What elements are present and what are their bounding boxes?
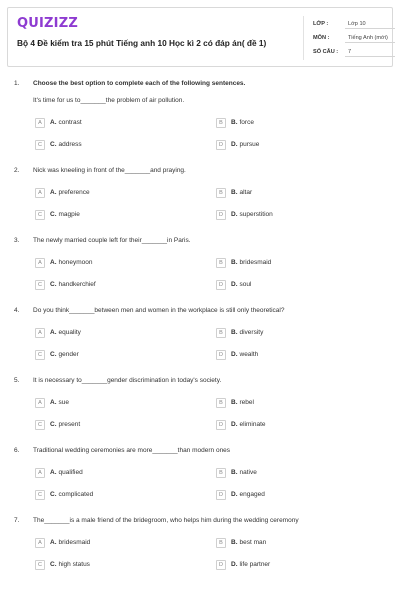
question-number: 1. <box>14 80 20 87</box>
option-key-box[interactable]: D <box>216 350 226 360</box>
option-c[interactable] <box>35 559 90 570</box>
question-number: 7. <box>14 517 20 524</box>
option-b[interactable] <box>216 257 271 268</box>
option-c[interactable] <box>35 139 82 150</box>
option-label: C. <box>50 491 57 498</box>
option-key-box[interactable]: C <box>35 350 45 360</box>
option-c[interactable] <box>35 489 93 500</box>
question-7 <box>0 517 400 587</box>
option-text: bridesmaid <box>239 259 272 266</box>
option-text: address <box>58 141 82 148</box>
option-a[interactable] <box>35 257 92 268</box>
option-label: C. <box>50 281 57 288</box>
meta-class <box>313 18 395 30</box>
meta-count-label: SỐ CÂU : <box>313 49 339 55</box>
option-b[interactable] <box>216 397 254 408</box>
option-text: magpie <box>58 211 80 218</box>
meta-class-label: LỚP : <box>313 21 329 27</box>
option-text: wealth <box>239 351 259 358</box>
option-key-box[interactable]: B <box>216 188 226 198</box>
option-text: bridesmaid <box>58 539 91 546</box>
option-d[interactable] <box>216 349 258 360</box>
option-c[interactable] <box>35 419 80 430</box>
option-label: C. <box>50 211 57 218</box>
question-text: It's time for us to_______the problem of air pollution. <box>33 97 185 104</box>
option-label: B. <box>231 329 238 336</box>
option-key-box[interactable]: D <box>216 210 226 220</box>
option-key-box[interactable]: A <box>35 188 45 198</box>
option-d[interactable] <box>216 419 266 430</box>
option-text: native <box>239 469 257 476</box>
option-a[interactable] <box>35 117 82 128</box>
option-b[interactable] <box>216 187 252 198</box>
option-key-box[interactable]: A <box>35 258 45 268</box>
question-text: Do you think_______between men and women in the workplace is still only theoretical? <box>33 307 285 314</box>
option-label: B. <box>231 259 238 266</box>
option-label: C. <box>50 141 57 148</box>
option-label: B. <box>231 399 238 406</box>
meta-count-value: 7 <box>345 47 395 57</box>
option-key-box[interactable]: D <box>216 140 226 150</box>
option-label: B. <box>231 539 238 546</box>
option-text: high status <box>58 561 90 568</box>
question-6 <box>0 447 400 517</box>
question-1 <box>0 80 400 150</box>
option-label: D. <box>231 421 238 428</box>
question-number: 6. <box>14 447 20 454</box>
option-d[interactable] <box>216 279 251 290</box>
option-label: D. <box>231 561 238 568</box>
option-key-box[interactable]: A <box>35 328 45 338</box>
question-4 <box>0 307 400 377</box>
option-text: gender <box>58 351 79 358</box>
option-d[interactable] <box>216 489 265 500</box>
option-label: D. <box>231 351 238 358</box>
option-label: A. <box>50 329 57 336</box>
option-key-box[interactable]: A <box>35 468 45 478</box>
question-number: 3. <box>14 237 20 244</box>
option-text: force <box>239 119 254 126</box>
option-a[interactable] <box>35 327 81 338</box>
header-divider <box>303 16 304 60</box>
option-d[interactable] <box>216 209 273 220</box>
option-label: B. <box>231 469 238 476</box>
option-text: engaged <box>239 491 265 498</box>
option-a[interactable] <box>35 467 83 478</box>
meta-count <box>313 46 395 58</box>
question-5 <box>0 377 400 447</box>
option-key-box[interactable]: D <box>216 420 226 430</box>
quizizz-logo[interactable]: QUIZIZZ <box>17 16 78 31</box>
option-label: A. <box>50 189 57 196</box>
option-text: diversity <box>239 329 264 336</box>
meta-subject-value: Tiếng Anh (mới) <box>345 33 395 43</box>
question-instruction: Choose the best option to complete each of the following sentences. <box>33 80 246 87</box>
option-c[interactable] <box>35 279 96 290</box>
option-key-box[interactable]: D <box>216 560 226 570</box>
option-text: preference <box>58 189 90 196</box>
option-label: A. <box>50 119 57 126</box>
option-key-box[interactable]: B <box>216 538 226 548</box>
meta-subject <box>313 32 395 44</box>
option-key-box[interactable]: A <box>35 398 45 408</box>
option-text: life partner <box>239 561 271 568</box>
option-text: rebel <box>239 399 254 406</box>
option-key-box[interactable]: B <box>216 398 226 408</box>
option-label: D. <box>231 141 238 148</box>
option-label: A. <box>50 399 57 406</box>
option-label: B. <box>231 119 238 126</box>
question-text: It is necessary to_______gender discrimination in today's society. <box>33 377 222 384</box>
option-text: soul <box>239 281 252 288</box>
option-key-box[interactable]: A <box>35 538 45 548</box>
option-label: A. <box>50 539 57 546</box>
option-b[interactable] <box>216 117 254 128</box>
option-label: C. <box>50 561 57 568</box>
option-label: C. <box>50 421 57 428</box>
option-key-box[interactable]: C <box>35 560 45 570</box>
option-c[interactable] <box>35 349 79 360</box>
option-text: superstition <box>239 211 273 218</box>
option-key-box[interactable]: B <box>216 118 226 128</box>
option-b[interactable] <box>216 537 266 548</box>
option-label: D. <box>231 491 238 498</box>
option-key-box[interactable]: D <box>216 490 226 500</box>
option-a[interactable] <box>35 537 90 548</box>
option-b[interactable] <box>216 327 263 338</box>
option-key-box[interactable]: C <box>35 140 45 150</box>
option-text: contrast <box>58 119 82 126</box>
option-text: sue <box>58 399 69 406</box>
option-b[interactable] <box>216 467 257 478</box>
option-key-box[interactable]: C <box>35 420 45 430</box>
question-number: 4. <box>14 307 20 314</box>
option-key-box[interactable]: B <box>216 328 226 338</box>
option-text: equality <box>58 329 81 336</box>
option-d[interactable] <box>216 559 270 570</box>
meta-subject-label: MÔN : <box>313 35 330 41</box>
question-text: Traditional wedding ceremonies are more_______than modern ones <box>33 447 231 454</box>
option-a[interactable] <box>35 187 90 198</box>
document-title: Bộ 4 Đề kiểm tra 15 phút Tiếng anh 10 Học kì 2 có đáp án( đề 1) <box>17 38 267 48</box>
option-text: altar <box>239 189 253 196</box>
question-text: Nick was kneeling in front of the_______and praying. <box>33 167 186 174</box>
option-text: complicated <box>58 491 94 498</box>
option-text: honeymoon <box>58 259 93 266</box>
option-key-box[interactable]: C <box>35 210 45 220</box>
question-text: The_______is a male friend of the bridegroom, who helps him during the wedding ceremony <box>33 517 299 524</box>
question-text: The newly married couple left for their_______in Paris. <box>33 237 191 244</box>
option-key-box[interactable]: C <box>35 490 45 500</box>
question-number: 2. <box>14 167 20 174</box>
option-label: B. <box>231 189 238 196</box>
option-c[interactable] <box>35 209 80 220</box>
option-label: D. <box>231 211 238 218</box>
option-text: pursue <box>239 141 260 148</box>
option-text: best man <box>239 539 267 546</box>
option-text: eliminate <box>239 421 266 428</box>
option-key-box[interactable]: B <box>216 468 226 478</box>
option-text: qualified <box>58 469 83 476</box>
option-key-box[interactable]: D <box>216 280 226 290</box>
worksheet-header <box>7 7 393 67</box>
option-key-box[interactable]: A <box>35 118 45 128</box>
question-number: 5. <box>14 377 20 384</box>
meta-class-value: Lớp 10 <box>345 19 395 29</box>
option-label: A. <box>50 259 57 266</box>
option-text: present <box>58 421 81 428</box>
question-2 <box>0 167 400 237</box>
question-3 <box>0 237 400 307</box>
option-label: A. <box>50 469 57 476</box>
option-a[interactable] <box>35 397 69 408</box>
option-d[interactable] <box>216 139 259 150</box>
option-key-box[interactable]: B <box>216 258 226 268</box>
option-label: C. <box>50 351 57 358</box>
option-label: D. <box>231 281 238 288</box>
option-key-box[interactable]: C <box>35 280 45 290</box>
option-text: handkerchief <box>58 281 96 288</box>
